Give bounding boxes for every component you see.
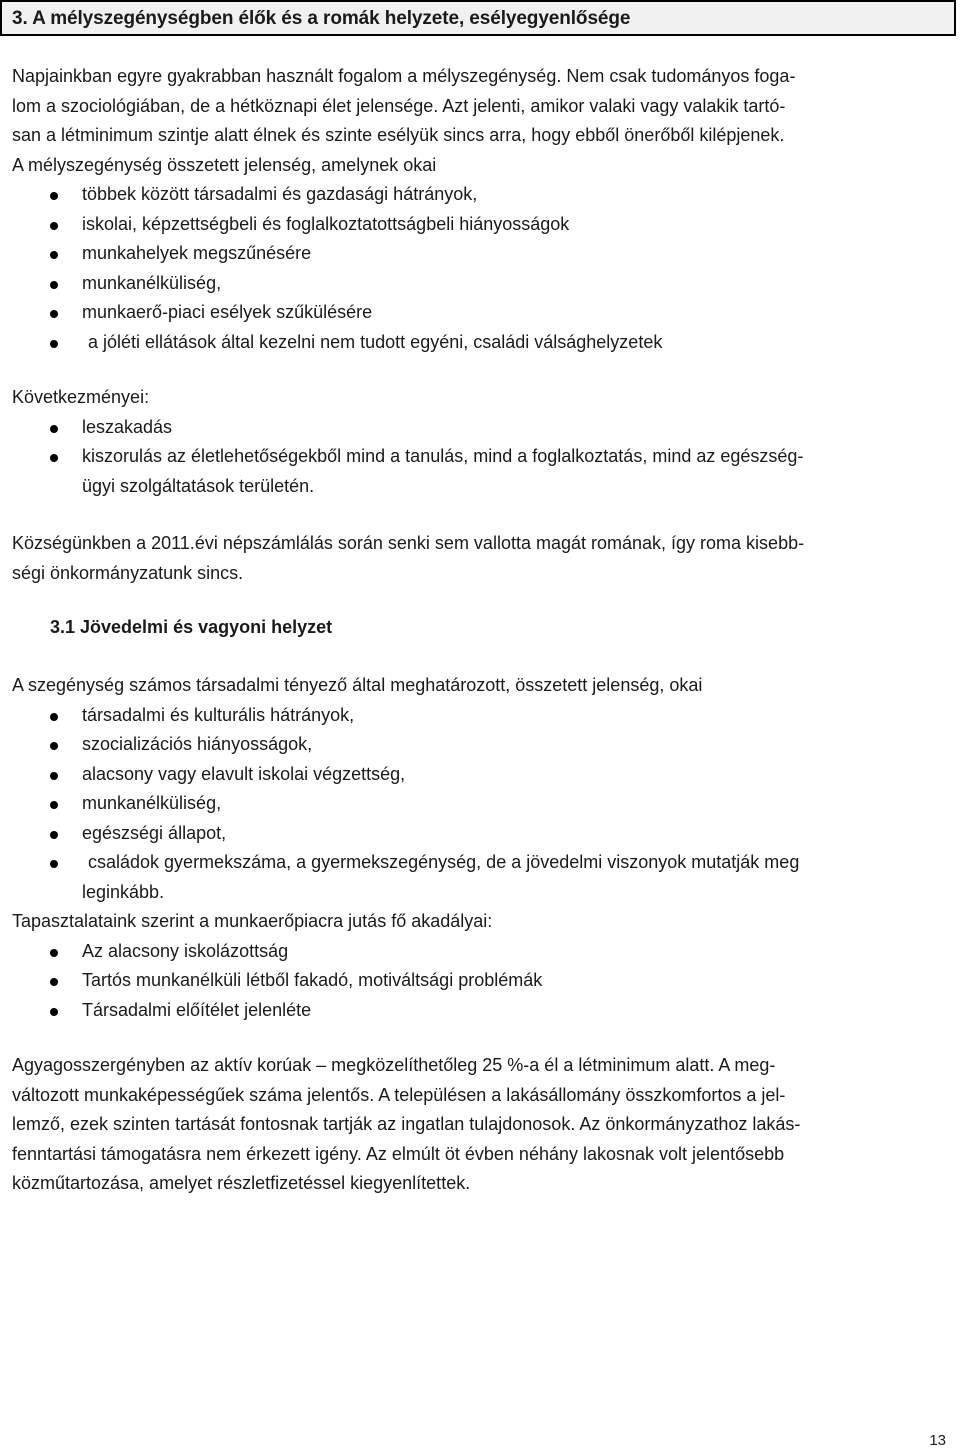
causes-list bbox=[12, 180, 948, 357]
list-item: munkahelyek megszűnésére bbox=[12, 239, 948, 269]
list-item: többek között társadalmi és gazdasági hátrányok, bbox=[12, 180, 948, 210]
intro-paragraph bbox=[12, 62, 948, 180]
list-item: munkanélküliség, bbox=[12, 789, 948, 819]
consequences-block bbox=[12, 383, 948, 501]
section-heading-box bbox=[0, 0, 956, 36]
closing-line: lemző, ezek szinten tartását fontosnak tartják az ingatlan tulajdonosok. Az önkormányzathoz lakás- bbox=[12, 1114, 801, 1134]
list-item: Az alacsony iskolázottság bbox=[12, 937, 948, 967]
list-item: munkanélküliség, bbox=[12, 269, 948, 299]
list-item-line: családok gyermekszáma, a gyermekszegénység, de a jövedelmi viszonyok mutatják meg bbox=[88, 852, 800, 872]
list-item: társadalmi és kulturális hátrányok, bbox=[12, 701, 948, 731]
list-item: Társadalmi előítélet jelenléte bbox=[12, 996, 948, 1026]
causes-list-block bbox=[12, 180, 948, 357]
poverty-causes-list bbox=[12, 701, 948, 908]
list-item bbox=[12, 442, 948, 501]
closing-line: változott munkaképességűek száma jelentős. A településen a lakásállomány összkomfortos a jel- bbox=[12, 1084, 786, 1105]
intro-line: lom a szociológiában, de a hétköznapi élet jelensége. Azt jelenti, amikor valaki vagy valakik tartó- bbox=[12, 95, 786, 116]
list-item-line: kiszorulás az életlehetőségekből mind a tanulás, mind a foglalkoztatás, mind az egészség- bbox=[82, 446, 804, 466]
closing-line: fenntartási támogatásra nem érkezett igény. Az elmúlt öt évben néhány lakosnak volt jelentősebb bbox=[12, 1143, 785, 1164]
census-paragraph bbox=[12, 529, 948, 588]
list-item: Tartós munkanélküli létből fakadó, motiváltsági problémák bbox=[12, 966, 948, 996]
closing-line: Agyagosszergényben az aktív korúak – megközelíthetőleg 25 %-a él a létminimum alatt. A meg- bbox=[12, 1055, 776, 1075]
subsection-heading: 3.1 Jövedelmi és vagyoni helyzet bbox=[50, 617, 333, 637]
consequences-list bbox=[12, 413, 948, 502]
list-item: egészségi állapot, bbox=[12, 819, 948, 849]
poverty-intro: A szegénység számos társadalmi tényező által meghatározott, összetett jelenség, okai bbox=[12, 675, 703, 695]
labour-obstacles-list bbox=[12, 937, 948, 1026]
consequences-label: Következményei: bbox=[12, 387, 150, 407]
closing-paragraph bbox=[12, 1051, 948, 1199]
list-item: szocializációs hiányosságok, bbox=[12, 730, 948, 760]
list-item-line: ügyi szolgáltatások területén. bbox=[82, 475, 315, 496]
list-item: alacsony vagy elavult iskolai végzettség, bbox=[12, 760, 948, 790]
census-line: Községünkben a 2011.évi népszámlálás során senki sem vallotta magát romának, így roma kisebb- bbox=[12, 533, 805, 553]
labour-intro: Tapasztalataink szerint a munkaerőpiacra jutás fő akadályai: bbox=[12, 911, 493, 931]
closing-line: közműtartozása, amelyet részletfizetéssel kiegyenlítettek. bbox=[12, 1173, 471, 1193]
poverty-block bbox=[12, 671, 948, 1025]
list-item: leszakadás bbox=[12, 413, 948, 443]
list-item bbox=[12, 848, 948, 907]
census-line: ségi önkormányzatunk sincs. bbox=[12, 562, 244, 583]
list-item: iskolai, képzettségbeli és foglalkoztatottságbeli hiányosságok bbox=[12, 210, 948, 240]
intro-line: san a létminimum szintje alatt élnek és szinte esélyük sincs arra, hogy ebből önerőből kilépjenek. bbox=[12, 125, 785, 145]
list-item-line: leginkább. bbox=[82, 881, 165, 902]
section-heading: 3. A mélyszegénységben élők és a romák helyzete, esélyegyenlősége bbox=[12, 8, 631, 29]
intro-line: A mélyszegénység összetett jelenség, amelynek okai bbox=[12, 154, 437, 175]
page-number: 13 bbox=[929, 1432, 946, 1449]
list-item: a jóléti ellátások által kezelni nem tudott egyéni, családi válsághelyzetek bbox=[12, 328, 948, 358]
list-item: munkaerő-piaci esélyek szűkülésére bbox=[12, 298, 948, 328]
intro-line: Napjainkban egyre gyakrabban használt fogalom a mélyszegénység. Nem csak tudományos foga- bbox=[12, 66, 796, 86]
